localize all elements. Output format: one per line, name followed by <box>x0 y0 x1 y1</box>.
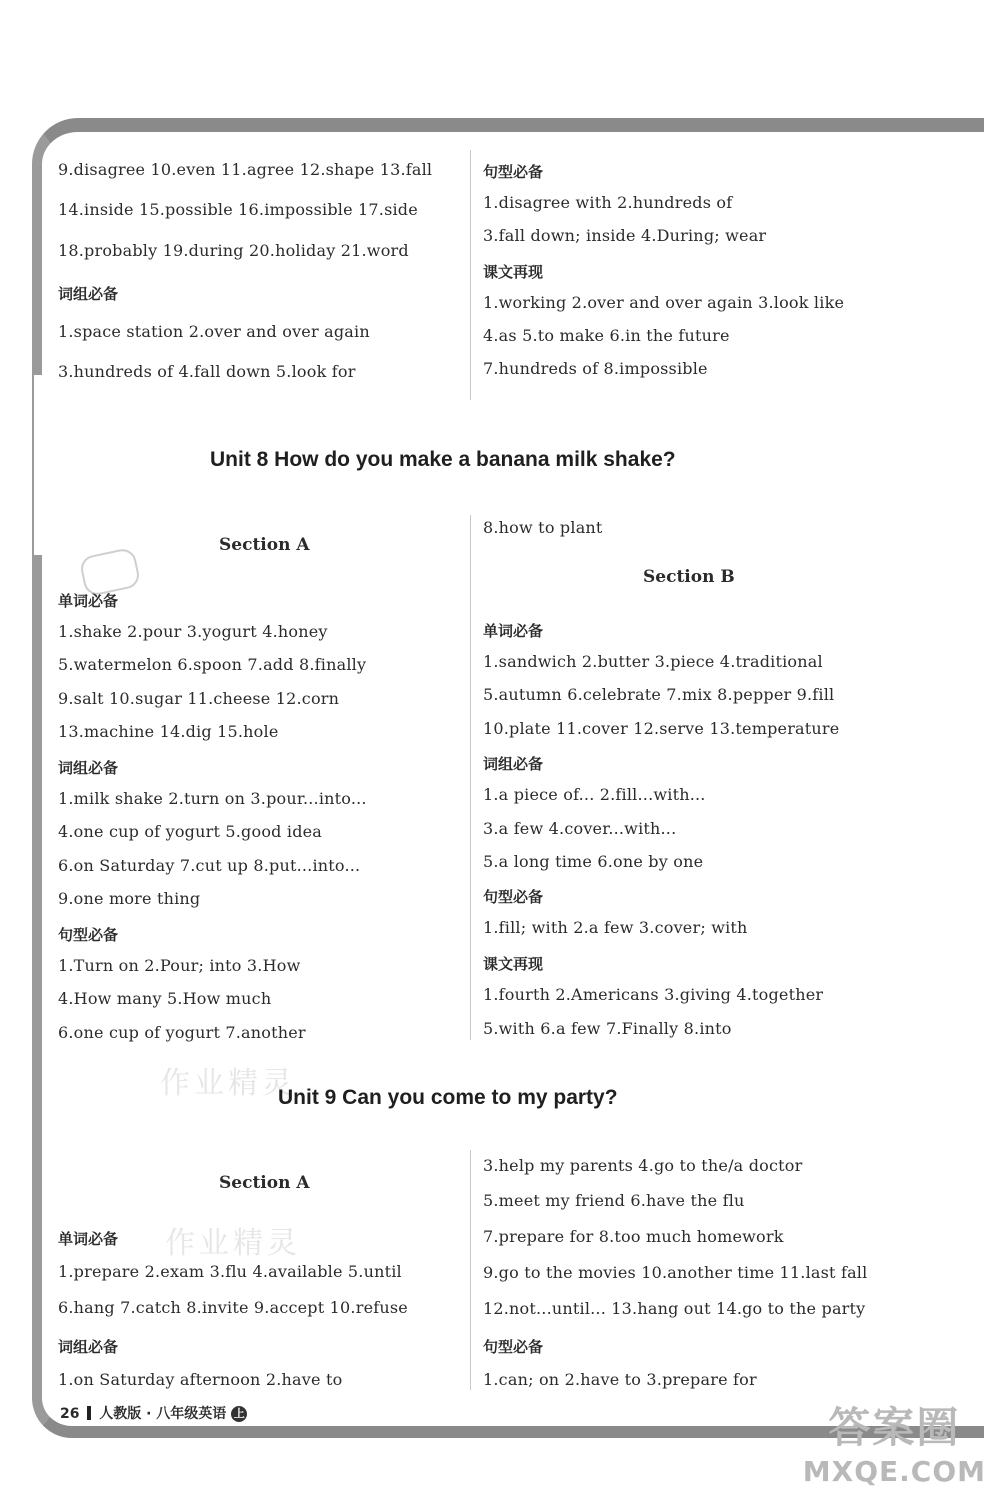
text-heading: 课文再现 <box>483 955 544 973</box>
phrase-heading: 词组必备 <box>58 285 119 303</box>
sentence-heading: 句型必备 <box>483 888 544 906</box>
footer-text: 人教版 · 八年级英语 <box>99 1406 227 1422</box>
unit8-title: Unit 8 How do you make a banana milk shake? <box>210 448 676 471</box>
word-heading: 单词必备 <box>58 592 119 610</box>
u8-sentence-line: 4.How many 5.How much <box>58 989 272 1008</box>
column-divider <box>470 1150 471 1390</box>
phrase-heading: 词组必备 <box>58 1338 119 1356</box>
top-right-text: 1.working 2.over and over again 3.look like <box>483 293 845 312</box>
u8b-word-line: 1.sandwich 2.butter 3.piece 4.traditional <box>483 652 823 671</box>
u8b-sentence-line: 1.fill; with 2.a few 3.cover; with <box>483 918 748 937</box>
u8-sentence-line: 6.one cup of yogurt 7.another <box>58 1023 306 1042</box>
u8b-text-line: 1.fourth 2.Americans 3.giving 4.together <box>483 985 824 1004</box>
column-divider <box>470 515 471 1040</box>
u9-right-phrase: 3.help my parents 4.go to the/a doctor <box>483 1156 803 1175</box>
u8-word-line: 1.shake 2.pour 3.yogurt 4.honey <box>58 622 328 641</box>
u9-right-phrase: 7.prepare for 8.too much homework <box>483 1227 784 1246</box>
column-divider <box>470 150 471 400</box>
watermark-text: 作业精灵 <box>165 1226 301 1261</box>
u8b-phrase-line: 1.a piece of... 2.fill...with... <box>483 785 706 804</box>
u8-phrase-line: 9.one more thing <box>58 889 201 908</box>
frame-notch <box>34 375 46 555</box>
watermark-text: 作业精灵 <box>160 1066 296 1101</box>
u9-phrase-line: 1.on Saturday afternoon 2.have to <box>58 1370 343 1389</box>
unit8-section-a: Section A <box>219 535 310 555</box>
unit9-section-a: Section A <box>219 1173 310 1193</box>
top-left-line: 14.inside 15.possible 16.impossible 17.side <box>58 200 418 219</box>
u9-word-line: 6.hang 7.catch 8.invite 9.accept 10.refuse <box>58 1298 408 1317</box>
word-heading: 单词必备 <box>58 1230 119 1248</box>
u9-right-phrase: 5.meet my friend 6.have the flu <box>483 1191 745 1210</box>
text-heading: 课文再现 <box>483 263 544 281</box>
u8b-phrase-line: 3.a few 4.cover...with... <box>483 819 677 838</box>
site-logo-watermark <box>803 1395 986 1488</box>
volume-badge: 上 <box>231 1406 247 1422</box>
u9-right-sentence: 1.can; on 2.have to 3.prepare for <box>483 1370 757 1389</box>
logo-text: 答案圈 <box>828 1403 961 1452</box>
top-left-line: 9.disagree 10.even 11.agree 12.shape 13.fall <box>58 160 433 179</box>
u9-right-phrase: 12.not...until... 13.hang out 14.go to the party <box>483 1299 866 1318</box>
page-number: 26 <box>60 1406 80 1422</box>
u8-word-line: 9.salt 10.sugar 11.cheese 12.corn <box>58 689 340 708</box>
u8-word-line: 13.machine 14.dig 15.hole <box>58 722 279 741</box>
sentence-heading: 句型必备 <box>483 1338 544 1356</box>
top-left-line: 18.probably 19.during 20.holiday 21.word <box>58 241 409 260</box>
top-left-phrase: 1.space station 2.over and over again <box>58 322 370 341</box>
sentence-heading: 句型必备 <box>483 163 544 181</box>
u8-sentence-line: 1.Turn on 2.Pour; into 3.How <box>58 956 301 975</box>
u8-word-line: 5.watermelon 6.spoon 7.add 8.finally <box>58 655 367 674</box>
u8b-phrase-line: 5.a long time 6.one by one <box>483 852 704 871</box>
unit9-title: Unit 9 Can you come to my party? <box>278 1086 618 1109</box>
u9-right-phrase: 9.go to the movies 10.another time 11.last fall <box>483 1263 868 1282</box>
phrase-heading: 词组必备 <box>58 759 119 777</box>
top-right-sentence: 3.fall down; inside 4.During; wear <box>483 226 767 245</box>
page-footer <box>60 1403 247 1423</box>
u8-carry-line: 8.how to plant <box>483 518 603 537</box>
top-right-text: 7.hundreds of 8.impossible <box>483 359 708 378</box>
word-heading: 单词必备 <box>483 622 544 640</box>
top-right-text: 4.as 5.to make 6.in the future <box>483 326 730 345</box>
u8-phrase-line: 6.on Saturday 7.cut up 8.put...into... <box>58 856 361 875</box>
u8b-word-line: 10.plate 11.cover 12.serve 13.temperature <box>483 719 840 738</box>
u8-phrase-line: 4.one cup of yogurt 5.good idea <box>58 822 323 841</box>
u8-phrase-line: 1.milk shake 2.turn on 3.pour...into... <box>58 789 367 808</box>
u8b-word-line: 5.autumn 6.celebrate 7.mix 8.pepper 9.fill <box>483 685 835 704</box>
top-right-sentence: 1.disagree with 2.hundreds of <box>483 193 733 212</box>
footer-bar-icon <box>87 1406 91 1420</box>
unit8-section-b: Section B <box>643 567 735 587</box>
u9-word-line: 1.prepare 2.exam 3.flu 4.available 5.until <box>58 1262 402 1281</box>
sentence-heading: 句型必备 <box>58 926 119 944</box>
u8b-text-line: 5.with 6.a few 7.Finally 8.into <box>483 1019 732 1038</box>
top-left-phrase: 3.hundreds of 4.fall down 5.look for <box>58 362 356 381</box>
phrase-heading: 词组必备 <box>483 755 544 773</box>
logo-url: MXQE.COM <box>802 1455 986 1488</box>
